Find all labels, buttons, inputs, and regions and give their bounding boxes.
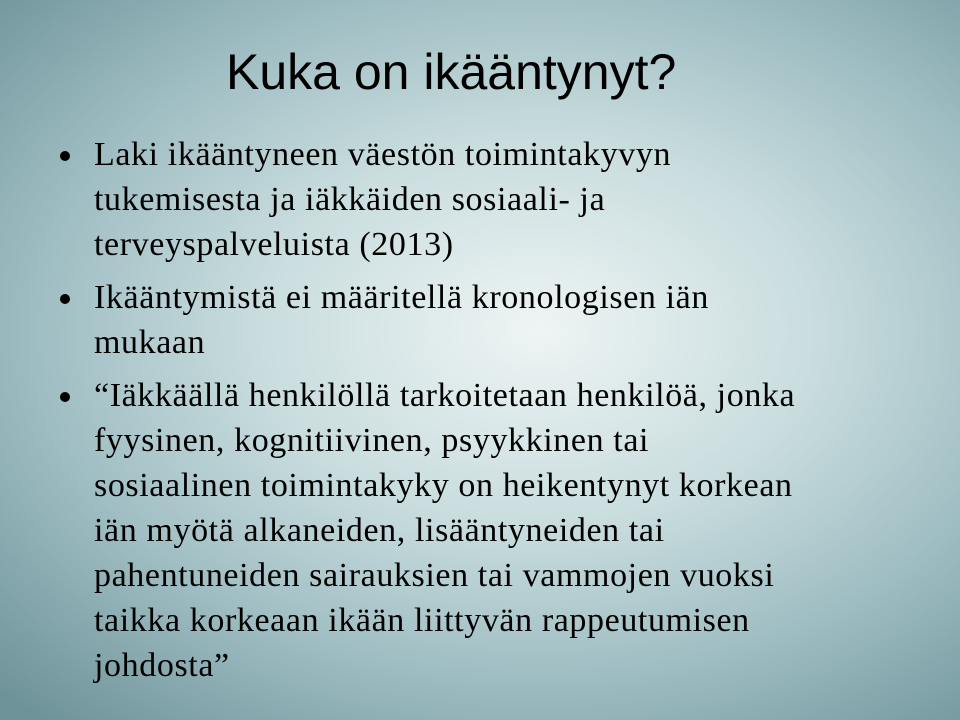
bullet-text-line: Ikääntymistä ei määritellä kronologisen iän bbox=[94, 279, 709, 316]
slide-title: Kuka on ikääntynyt? bbox=[226, 44, 677, 100]
bullet-dot-icon bbox=[60, 151, 70, 161]
bullet-text-line: “Iäkkäällä henkilöllä tarkoitetaan henkilöä, jonka bbox=[94, 377, 796, 414]
bullet-text-line: johdosta” bbox=[94, 647, 230, 684]
bullet-text-line: tukemisesta ja iäkkäiden sosiaali- ja bbox=[94, 181, 606, 218]
bullet-dot-icon bbox=[60, 392, 70, 402]
bullet-item-quote bbox=[0, 373, 960, 688]
bullet-text-line: taikka korkeaan ikään liittyvän rappeutumisen bbox=[94, 602, 750, 639]
bullet-text-line: pahentuneiden sairauksien tai vammojen vuoksi bbox=[94, 557, 775, 594]
bullet-dot-icon bbox=[60, 294, 70, 304]
bullet-item-law bbox=[0, 132, 960, 267]
bullet-text-line: mukaan bbox=[94, 324, 206, 361]
bullet-item-definition bbox=[0, 275, 960, 365]
bullet-list bbox=[0, 132, 960, 696]
bullet-text-line: iän myötä alkaneiden, lisääntyneiden tai bbox=[94, 512, 665, 549]
bullet-text-line: sosiaalinen toimintakyky on heikentynyt korkean bbox=[94, 467, 793, 504]
bullet-text-line: fyysinen, kognitiivinen, psyykkinen tai bbox=[94, 422, 650, 459]
bullet-text-line: Laki ikääntyneen väestön toimintakyvyn bbox=[94, 136, 672, 173]
bullet-text-line: terveyspalveluista (2013) bbox=[94, 226, 454, 263]
